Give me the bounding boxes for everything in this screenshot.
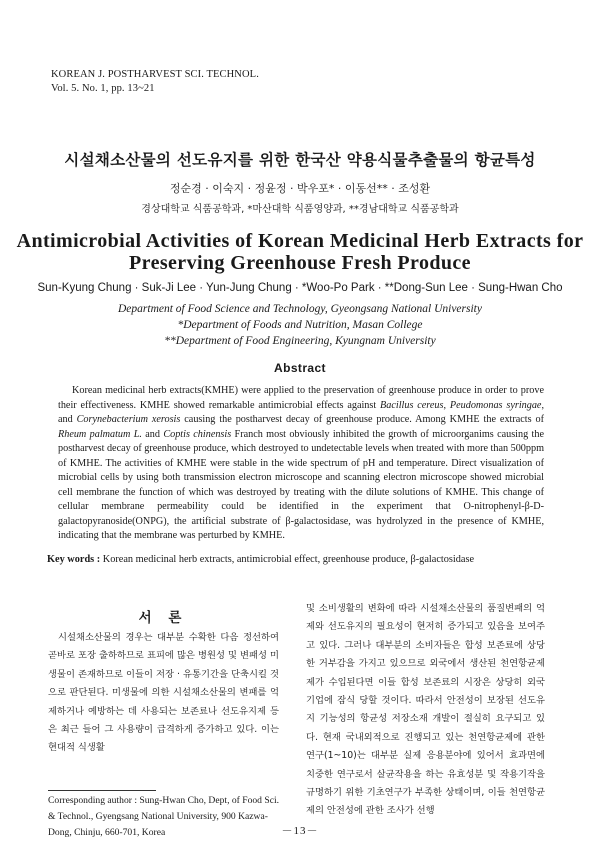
- intro-paragraph-right: 및 소비생활의 변화에 따라 시설채소산물의 품질변패의 억제와 선도유지의 필요성이 현저히 증가되고 있음을 보여주고 있다. 그러나 대부분의 소비자들은 합성 보존료에 상당한 거부감을 가지고 있으므로 외국에서 생산된 천연항균제제가 수입된다면 이들 합성 보존료의 시장은 상당히 외국 기업에 잠식 당할 것이다. 따라서 안전성이 보장된 선도유지 기능성의 항균성 저장소재 개발이 절실히 요구되고 있다. 현재 국내외적으로 진행되고 있는 천연항균제에 관한 연구(1~10)는 대부분 실제 응용분야에 있어서 효과면에 치중한 연구로서 살균작용을 하는 유효성분 및 작용기작을 규명하기 위한 기초연구가 부족한 상태이며, 이들 천연항균제의 안전성에 관한 조사가 선행: [306, 603, 545, 817]
- english-authors: Sun-Kyung Chung · Suk-Ji Lee · Yun-Jung Chung · *Woo-Po Park · **Dong-Sun Lee · Sung-Hwan Cho: [37, 282, 563, 294]
- journal-name: KOREAN J. POSTHARVEST SCI. TECHNOL.: [51, 69, 259, 80]
- scientific-name: Peudomonas syringae: [449, 399, 542, 411]
- scientific-name: Corynebacterium xerosis: [76, 414, 181, 426]
- scientific-name: Bacillus cereus: [380, 399, 444, 411]
- keywords: [47, 554, 557, 565]
- abstract-heading: Abstract: [274, 361, 326, 375]
- journal-header: [51, 68, 259, 96]
- affiliation-3: **Department of Food Engineering, Kyungnam University: [164, 335, 436, 347]
- page-number: －13－: [281, 825, 319, 837]
- abstract-text: Korean medicinal herb extracts(KMHE) were applied to the preservation of greenhouse produce in order to prove their effectiveness. KMHE showed remarkable antimicrobial effects against Bacillus cereus, Peudomonas syringae, and Corynebacterium xerosis causing the postharvest decay of greenhouse produce. Among KMHE the extracts of Rheum palmatum L. and Coptis chinensis Franch most obviously inhibited the growth of microorganims causing the postharvest decay of greenhouse produce, which destroyed to undetectable levels when treated with more than 500ppm of KMHE. The activities of KMHE were stable in the wide spectrum of pH and temperature. Direct visualization of microbial cells by using both transmission electron microscope and scanning electron microscope showed microbial cell membrane the function of which was destroyed by treating with the dilute solutions of KMHE. This change of cellular membrane permeability could be identified in the experiment that O-nitrophenyl-β-D-galactopyranoside(ONPG), the artificial substrate of β-galactosidase, was hydrolyzed in the presence of KMHE, indicating that the membrane was perturbed by KMHE.: [58, 385, 545, 542]
- english-title-line2: Preserving Greenhouse Fresh Produce: [129, 252, 471, 274]
- journal-volume: Vol. 5. No. 1, pp. 13~21: [51, 83, 155, 94]
- footnote-divider: [48, 790, 156, 791]
- english-affiliations: [0, 301, 600, 349]
- right-column: [306, 600, 545, 821]
- korean-affiliations: 경상대학교 식품공학과, *마산대학 식품영양과, **경남대학교 식품공학과: [141, 204, 459, 215]
- english-title: [0, 230, 600, 274]
- left-column: [48, 629, 279, 758]
- scientific-name: Rheum palmatum L.: [58, 428, 142, 440]
- corresponding-author-note: Corresponding author : Sung-Hwan Cho, Dept, of Food Sci. & Technol., Gyengsang National University, 900 Kazwa-Dong, Chinju, 660-701, Korea: [48, 795, 280, 838]
- keywords-text: Korean medicinal herb extracts, antimicrobial effect, greenhouse produce, β-galactosidase: [102, 554, 475, 565]
- keywords-label: Key words :: [47, 554, 101, 565]
- korean-authors: 정순경 · 이숙지 · 정윤정 · 박우포* · 이동선** · 조성환: [169, 182, 431, 195]
- korean-title: 시설채소산물의 선도유지를 위한 한국산 약용식물추출물의 항균특성: [64, 151, 536, 169]
- intro-paragraph-left: 시설채소산물의 경우는 대부분 수확한 다음 정선하여 곧바로 포장 출하하므로 표피에 많은 병원성 및 변패성 미생물이 존재하므로 이들이 저장 · 유통기간을 단축시킬 것으로 판단된다. 미생물에 의한 시설채소산물의 변패를 억제하거나 예방하는 데 사용되는 보존료나 선도유지제 등은 최근 들어 그 사용량이 급격하게 증가하고 있다. 이는 현대적 식생활: [48, 632, 279, 754]
- section-heading-introduction: 서 론: [138, 610, 188, 626]
- affiliation-2: *Department of Foods and Nutrition, Masan College: [177, 319, 423, 331]
- affiliation-1: Department of Food Science and Technology, Gyeongsang National University: [117, 303, 482, 315]
- abstract-body: [58, 384, 544, 544]
- english-title-line1: Antimicrobial Activities of Korean Medicinal Herb Extracts for: [16, 230, 584, 252]
- scientific-name: Coptis chinensis: [163, 428, 232, 440]
